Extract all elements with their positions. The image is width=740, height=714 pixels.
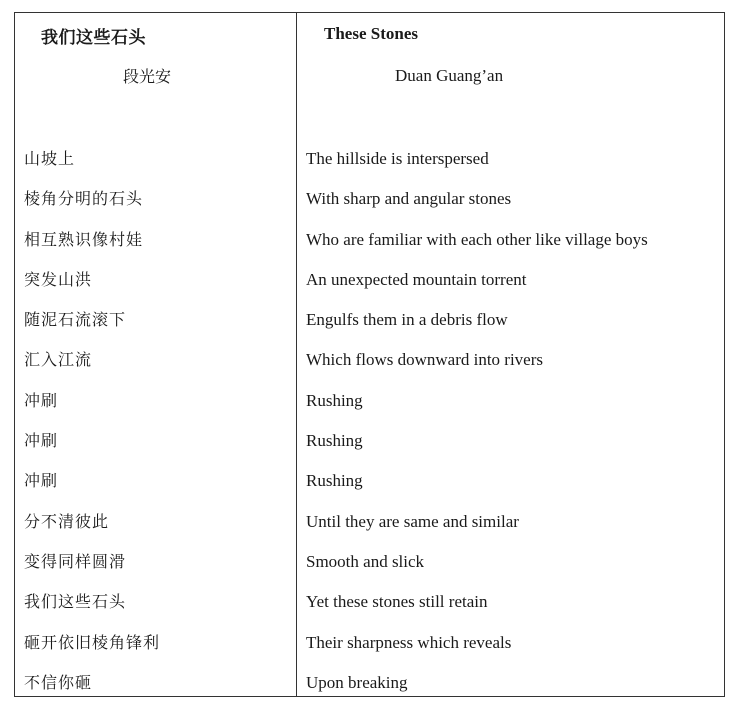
chinese-line: 砸开依旧棱角锋利 (24, 632, 161, 652)
poem-table (14, 12, 725, 697)
english-line: The hillside is interspersed (306, 149, 489, 168)
chinese-line: 汇入江流 (24, 350, 93, 370)
chinese-line: 相互熟识像村娃 (24, 229, 144, 249)
english-line: Rushing (306, 390, 363, 410)
english-poem-title: These Stones (324, 24, 418, 43)
english-poem-lines (297, 139, 726, 703)
english-line: Their sharpness which reveals (306, 632, 512, 652)
chinese-poem-title: 我们这些石头 (41, 28, 146, 48)
english-line: Engulfs them in a debris flow (306, 310, 508, 330)
chinese-line: 山坡上 (24, 149, 76, 168)
chinese-line: 冲刷 (24, 390, 59, 410)
chinese-line: 我们这些石头 (24, 592, 127, 612)
chinese-column (15, 13, 296, 696)
english-line: Yet these stones still retain (306, 592, 488, 612)
chinese-line: 冲刷 (24, 431, 59, 451)
chinese-line: 不信你砸 (24, 672, 93, 692)
chinese-poem-lines (15, 139, 296, 703)
english-line: Who are familiar with each other like village boys (306, 229, 648, 249)
english-line: Until they are same and similar (306, 511, 519, 531)
english-line: Upon breaking (306, 672, 408, 692)
chinese-line: 分不清彼此 (24, 511, 110, 531)
english-poem-author: Duan Guang’an (395, 66, 504, 85)
english-line: Rushing (306, 471, 363, 491)
chinese-line: 冲刷 (24, 471, 59, 491)
english-line: An unexpected mountain torrent (306, 269, 527, 289)
chinese-poem-author: 段光安 (123, 67, 172, 86)
chinese-line: 棱角分明的石头 (24, 189, 144, 209)
chinese-line: 随泥石流滚下 (24, 310, 127, 330)
english-line: Smooth and slick (306, 551, 425, 571)
english-column (297, 13, 726, 696)
english-line: Which flows downward into rivers (306, 350, 544, 370)
chinese-line: 变得同样圆滑 (24, 551, 127, 571)
chinese-line: 突发山洪 (24, 269, 93, 289)
english-line: Rushing (306, 431, 363, 451)
english-line: With sharp and angular stones (306, 189, 512, 209)
